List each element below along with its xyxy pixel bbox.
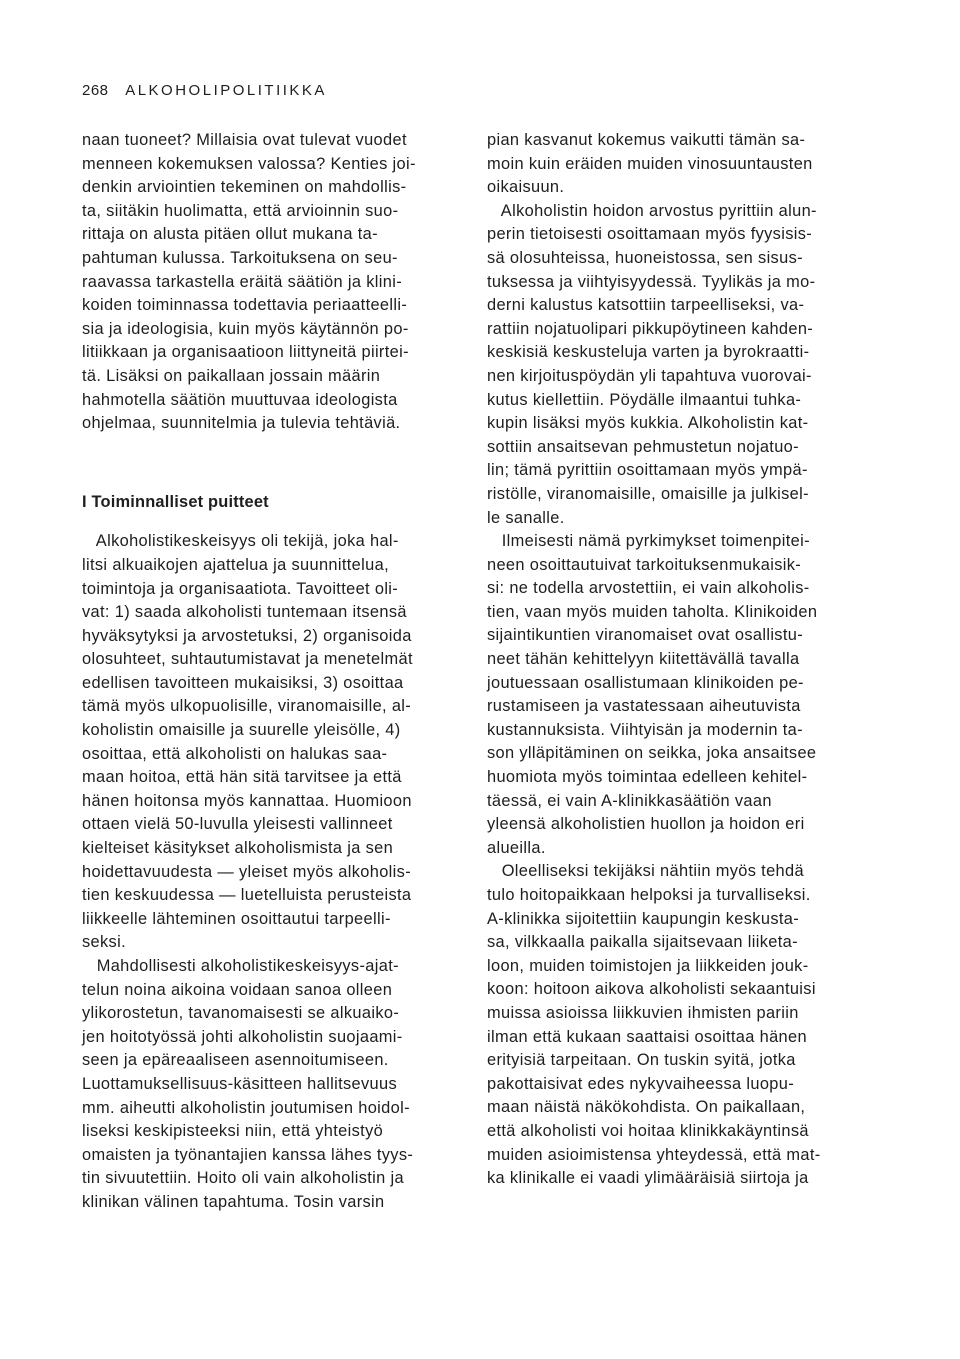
text-line: tien, vaan myös muiden taholta. Klinikoiden <box>487 602 818 621</box>
text-line: telun noina aikoina voidaan sanoa olleen <box>82 980 393 999</box>
page-number: 268 <box>82 82 109 99</box>
text-line: yleensä alkoholistien huollon ja hoidon eri <box>487 815 805 834</box>
text-line: sia ja ideologisia, kuin myös käytännön po- <box>82 319 409 338</box>
text-line: raavassa tarkastella eräitä säätiön ja klini- <box>82 272 403 291</box>
text-line: edellisen tavoitteen mukaisiksi, 3) osoittaa <box>82 673 404 692</box>
body-text <box>82 530 466 1214</box>
text-line: oikaisuun. <box>487 178 565 197</box>
text-line: tulo hoitopaikkaan helpoksi ja turvalliseksi. <box>487 886 811 904</box>
text-line: derni kalustus katsottiin tarpeelliseksi, va- <box>487 296 805 315</box>
text-line: litsi alkuaikojen ajattelua ja suunnittelua, <box>82 555 389 574</box>
text-line: hyväksytyksi ja arvostetuksi, 2) organisoida <box>82 626 412 645</box>
text-line: ohjelmaa, suunnitelmia ja tulevia tehtäviä. <box>82 414 401 433</box>
text-line: sa, vilkkaalla paikalla sijaitsevaan liiketa- <box>487 933 798 952</box>
text-line: kustannuksista. Viihtyisän ja modernin ta- <box>487 720 803 739</box>
text-line: lin; tämä pyrittiin osoittamaan myös ympä- <box>487 461 808 480</box>
left-column <box>82 129 466 1215</box>
text-line: muiden asioimistensa yhteydessä, että mat- <box>487 1145 821 1164</box>
text-line: pian kasvanut kokemus vaikutti tämän sa- <box>487 131 806 149</box>
text-line: denkin arviointien tekeminen on mahdollis- <box>82 178 407 197</box>
text-line: son ylläpitäminen on seikka, joka ansaitsee <box>487 744 817 763</box>
text-line: muissa asioissa liikkuvien ihmisten pariin <box>487 1003 799 1022</box>
text-line: joutuessaan osallistumaan klinikoiden pe- <box>487 673 804 692</box>
text-line: kielteiset käsitykset alkoholismista ja sen <box>82 839 394 858</box>
text-line: koon: hoitoon aikova alkoholisti sekaantuisi <box>487 980 816 999</box>
text-line: rustamiseen ja vastatessaan aiheutuvista <box>487 697 801 716</box>
text-line: rittaja on alusta pitäen ollut mukana ta- <box>82 225 378 244</box>
text-line: olosuhteet, suhtautumistavat ja menetelmät <box>82 650 413 669</box>
text-line: osoittaa, että alkoholisti on halukas saa- <box>82 744 388 763</box>
text-line: ta, siitäkin huolimatta, että arvioinnin suo- <box>82 201 399 220</box>
text-line: tämä myös ulkopuolisille, viranomaisille, al- <box>82 697 412 716</box>
text-line: pakottaisivat edes nykyvaiheessa luopu- <box>487 1074 795 1093</box>
text-line: että alkoholisti voi hoitaa klinikkakäyntinsä <box>487 1121 809 1140</box>
text-line: alueilla. <box>487 838 546 857</box>
text-line: neen osoittautuivat tarkoituksenmukaisik- <box>487 555 802 574</box>
text-line: seksi. <box>82 933 126 952</box>
text-line: kutus kiellettiin. Pöydälle ilmaantui tuhka- <box>487 390 802 409</box>
right-column <box>487 129 877 1191</box>
text-line: erityisiä tarpeitaan. On tuskin syitä, jotka <box>487 1051 796 1070</box>
text-line: huomiota myös toimintaa edelleen kehitel- <box>487 768 808 787</box>
text-line: neet tähän kehittelyyn kiitettävällä tavalla <box>487 650 800 669</box>
text-line: tuksessa ja viihtyisyydessä. Tyylikäs ja mo- <box>487 272 816 291</box>
text-line: liseksi keskipisteeksi niin, että yhteistyö <box>82 1122 384 1141</box>
text-line: Mahdollisesti alkoholistikeskeisyys-ajat- <box>82 957 399 975</box>
text-line: Oleelliseksi tekijäksi nähtiin myös tehdä <box>487 862 804 881</box>
section-heading: I Toiminnalliset puitteet <box>82 492 269 511</box>
text-line: tien keskuudessa — luetelluista perusteista <box>82 886 412 905</box>
text-line: le sanalle. <box>487 508 565 527</box>
text-line: sottiin ansaitsevan pehmustetun nojatuo- <box>487 437 799 456</box>
text-line: loon, muiden toimistojen ja liikkeiden jouk- <box>487 956 809 975</box>
text-line: klinikan välinen tapahtuma. Tosin varsin <box>82 1192 385 1211</box>
text-line: A-klinikka sijoitettiin kaupungin keskusta- <box>487 909 800 928</box>
text-line: tä. Lisäksi on paikallaan jossain määrin <box>82 366 381 385</box>
text-line: Alkoholistikeskeisyys oli tekijä, joka hal- <box>82 532 399 551</box>
text-line: hahmotella säätiön muuttuvaa ideologista <box>82 390 398 409</box>
text-line: litiikkaan ja organisaatioon liittyneitä piirtei- <box>82 343 409 362</box>
text-line: ristölle, viranomaisille, omaisille ja julkisel- <box>487 484 809 503</box>
text-line: sä olosuhteissa, huoneistossa, sen sisus- <box>487 248 803 267</box>
text-line: liikkeelle lähteminen osoittautui tarpeelli- <box>82 909 391 928</box>
text-line: mm. aiheutti alkoholistin joutumisen hoidol- <box>82 1098 410 1117</box>
text-line: hänen hoitonsa myös kannattaa. Huomioon <box>82 791 412 810</box>
text-line: Ilmeisesti nämä pyrkimykset toimenpitei- <box>487 532 810 551</box>
text-line: hoidettavuudesta — yleiset myös alkoholis- <box>82 862 412 881</box>
text-line: koiden toiminnassa todettavia periaatteelli- <box>82 296 408 315</box>
text-line: seen ja epäreaaliseen asennoitumiseen. <box>82 1051 389 1070</box>
text-line: maan näistä näkökohdista. On paikallaan, <box>487 1098 806 1117</box>
text-line: jen hoitotyössä johti alkoholistin suojaami- <box>82 1027 403 1046</box>
text-line: vat: 1) saada alkoholisti tuntemaan itsensä <box>82 603 407 622</box>
text-line: ka klinikalle ei vaadi ylimääräisiä siirtoja ja <box>487 1169 809 1188</box>
text-line: ottaen vielä 50-luvulla yleisesti vallinneet <box>82 815 393 834</box>
text-line: rattiin nojatuolipari pikkupöytineen kahden- <box>487 319 814 338</box>
text-line: sijaintikuntien viranomaiset ovat osallistu- <box>487 626 804 645</box>
text-line: maan hoitoa, että hän sitä tarvitsee ja että <box>82 768 402 787</box>
text-line: Luottamuksellisuus-käsitteen hallitsevuus <box>82 1074 397 1093</box>
text-line: moin kuin eräiden muiden vinosuuntausten <box>487 154 813 173</box>
text-line: ilman että kukaan saattaisi osoittaa hänen <box>487 1027 807 1046</box>
text-line: täessä, ei vain A-klinikkasäätiön vaan <box>487 791 772 810</box>
text-line: perin tietoisesti osoittamaan myös fyysisis- <box>487 225 813 244</box>
text-line: Alkoholistin hoidon arvostus pyrittiin alun- <box>487 201 817 220</box>
text-line: koholistin omaisille ja suurelle yleisölle, 4) <box>82 721 401 740</box>
running-head <box>82 82 327 99</box>
text-line: pahtuman kulussa. Tarkoituksena on seu- <box>82 248 398 267</box>
text-line: menneen kokemuksen valossa? Kenties joi- <box>82 154 416 173</box>
text-line: si: ne todella arvostettiin, ei vain alkoholis- <box>487 579 810 598</box>
text-line: omaisten ja työnantajien kanssa lähes tyys- <box>82 1145 414 1164</box>
section-title: ALKOHOLIPOLITIIKKA <box>125 82 327 99</box>
text-line: keskisiä keskusteluja varten ja byrokraatti- <box>487 343 810 362</box>
text-line: ylikorostetun, tavanomaisesti se alkuaiko- <box>82 1004 400 1023</box>
intro-paragraph <box>82 129 466 436</box>
text-line: tin sivuutettiin. Hoito oli vain alkoholistin ja <box>82 1169 405 1188</box>
text-line: toimintoja ja organisaatiota. Tavoitteet oli- <box>82 579 399 598</box>
text-line: naan tuoneet? Millaisia ovat tulevat vuodet <box>82 131 407 149</box>
text-line: nen kirjoituspöydän yli tapahtuva vuorovai- <box>487 366 812 385</box>
text-line: kupin lisäksi myös kukkia. Alkoholistin kat- <box>487 414 809 433</box>
